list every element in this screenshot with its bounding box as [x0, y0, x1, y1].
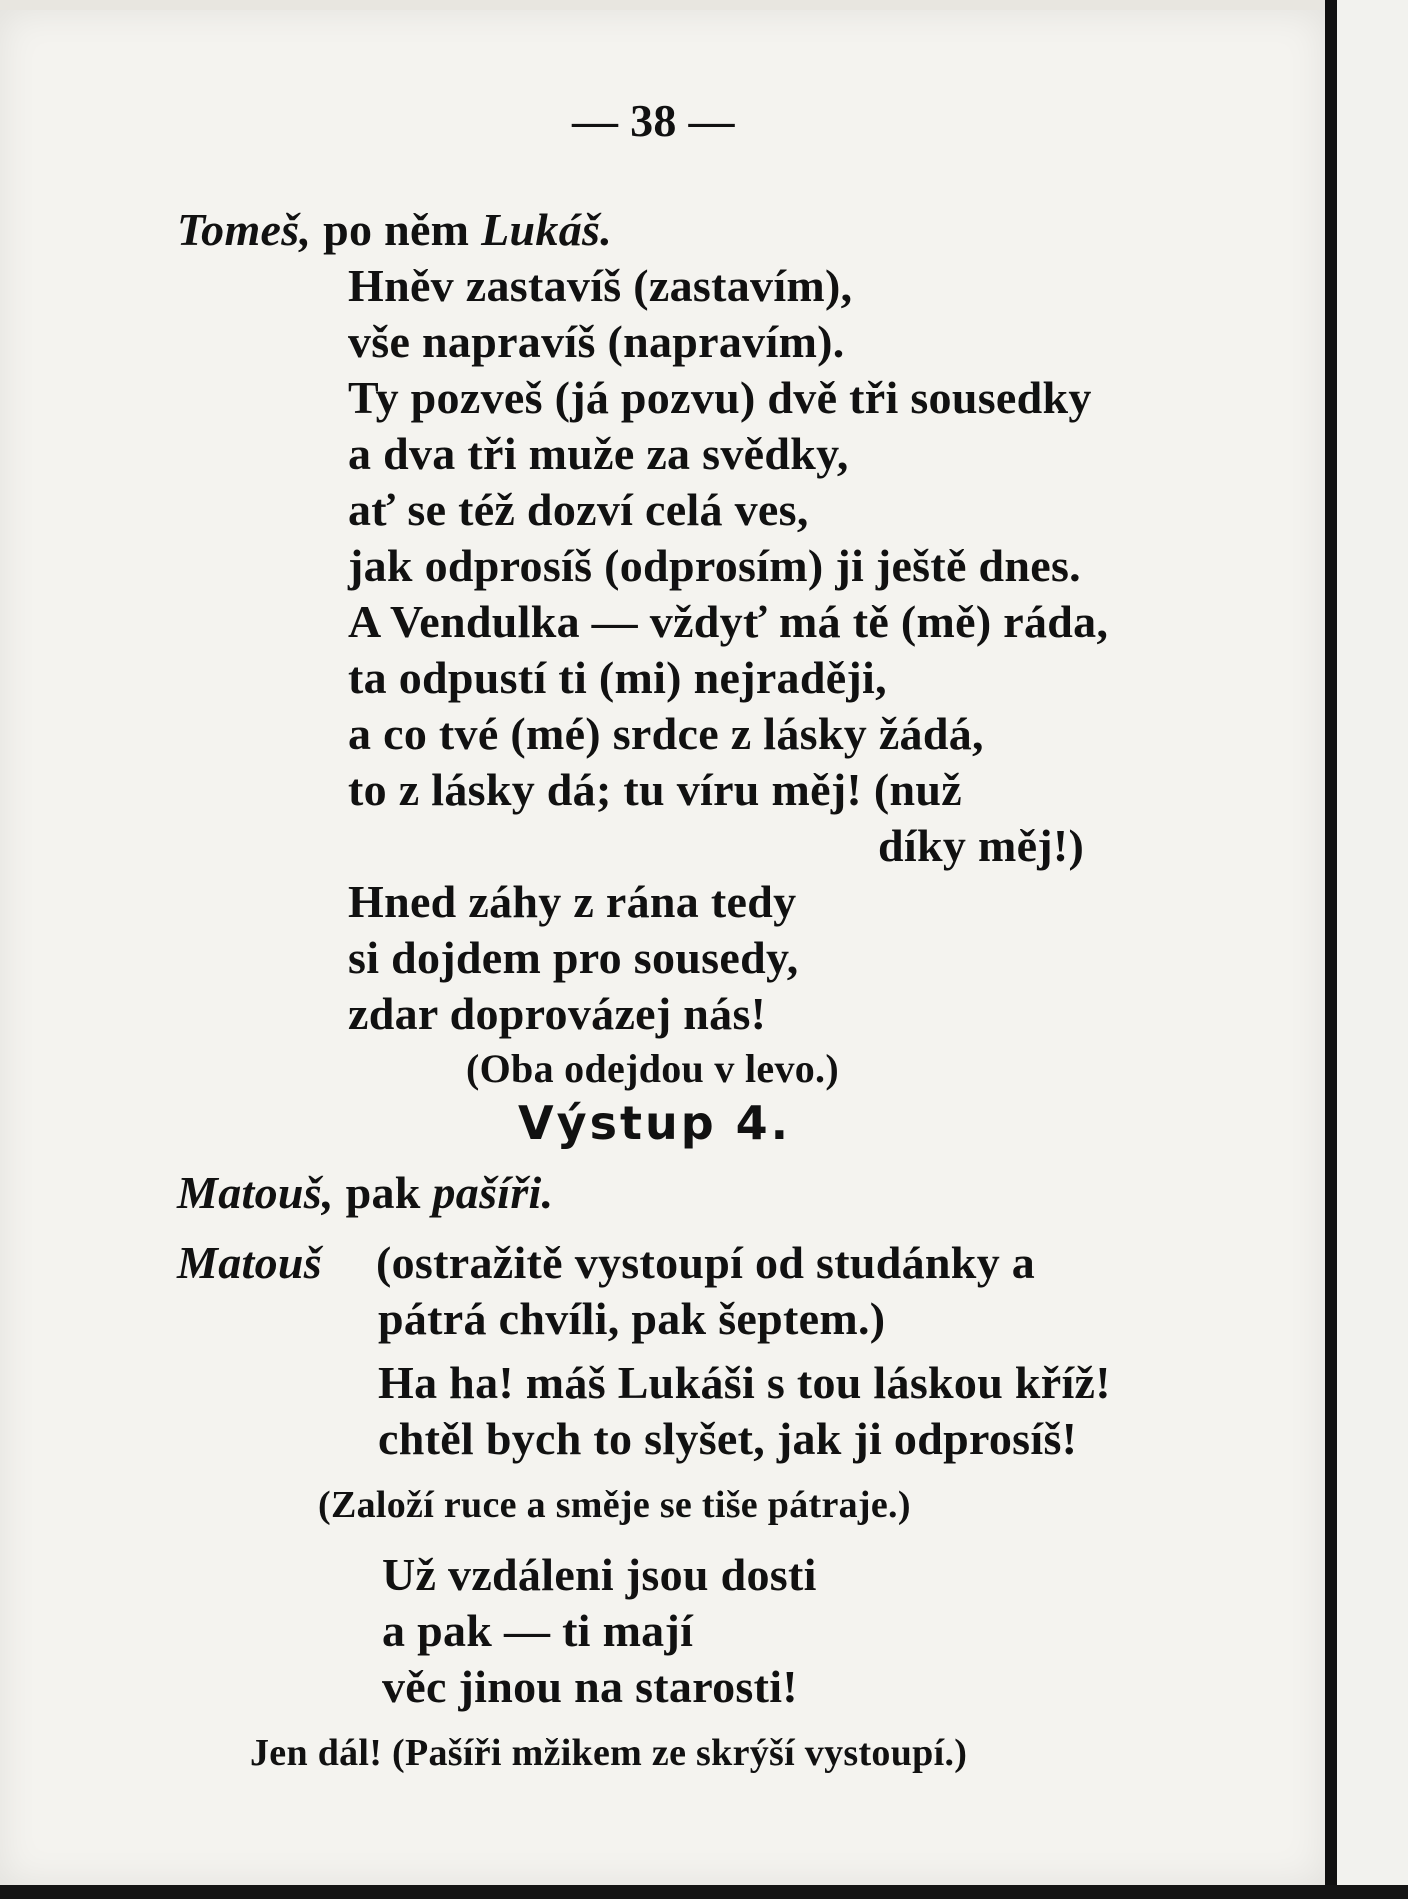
- verse-line: Hněv zastavíš (zastavím),: [348, 260, 853, 311]
- verse-text: po něm: [323, 204, 482, 255]
- verse-line: díky měj!): [878, 820, 1085, 871]
- verse-line: ta odpustí ti (mi) nejraději,: [348, 652, 887, 703]
- verse-line: a pak — ti mají: [382, 1605, 694, 1656]
- stage-direction: (Oba odejdou v levo.): [466, 1046, 839, 1091]
- verse-line: věc jinou na starosti!: [382, 1661, 798, 1712]
- verse-line: vše napravíš (napravím).: [348, 316, 845, 367]
- speaker-name: Matouš: [177, 1237, 322, 1288]
- verse-line: Ha ha! máš Lukáši s tou láskou kříž!: [378, 1357, 1111, 1408]
- cast-italic: pašíři.: [432, 1167, 554, 1218]
- cast-text: pak: [345, 1167, 433, 1218]
- speaker-name: Matouš,: [177, 1167, 334, 1218]
- verse-line: Hned záhy z rána tedy: [348, 876, 797, 927]
- verse-italic: Lukáš.: [481, 204, 612, 255]
- cast-line: [177, 1167, 554, 1218]
- verse-line: jak odprosíš (odprosím) ji ještě dnes.: [348, 540, 1081, 591]
- verse-line: zdar doprovázej nás!: [348, 988, 767, 1039]
- scene-heading: Výstup 4.: [518, 1096, 792, 1150]
- verse-line: a dva tři muže za svědky,: [348, 428, 849, 479]
- page-right-edge: [1325, 0, 1408, 1899]
- verse-line: si dojdem pro sousedy,: [348, 932, 799, 983]
- verse-line: to z lásky dá; tu víru měj! (nuž: [348, 764, 962, 815]
- verse-line: Ty pozveš (já pozvu) dvě tři sousedky: [348, 372, 1092, 423]
- verse-line: chtěl bych to slyšet, jak ji odprosíš!: [378, 1413, 1078, 1464]
- page-number: — 38 —: [572, 95, 735, 146]
- verse-line: ať se též dozví celá ves,: [348, 484, 809, 535]
- page-bottom-edge: [0, 1885, 1408, 1899]
- speaker-name: Tomeš,: [177, 204, 312, 255]
- verse-line: Už vzdáleni jsou dosti: [382, 1549, 817, 1600]
- verse-line-speaker: [177, 204, 612, 255]
- stage-direction: (Založí ruce a směje se tiše pátraje.): [318, 1484, 911, 1526]
- stage-direction: pátrá chvíli, pak šeptem.): [378, 1293, 886, 1344]
- final-line: Jen dál! (Pašíři mžikem ze skrýší vystoupí.): [250, 1732, 968, 1774]
- stage-direction: (ostražitě vystoupí od studánky a: [376, 1237, 1036, 1288]
- verse-line: a co tvé (mé) srdce z lásky žádá,: [348, 708, 984, 759]
- page-top-edge: [0, 0, 1408, 10]
- verse-line: A Vendulka — vždyť má tě (mě) ráda,: [348, 596, 1109, 647]
